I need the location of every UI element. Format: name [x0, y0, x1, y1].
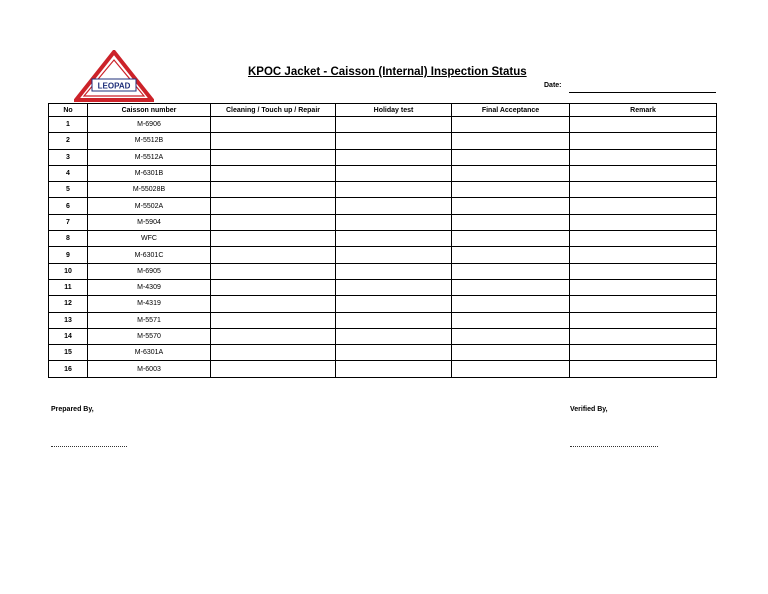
- table-header-row: [49, 104, 717, 117]
- cell-caisson-number: M-5904: [88, 214, 211, 230]
- cell-remark[interactable]: [570, 247, 717, 263]
- cell-holiday-test[interactable]: [336, 117, 452, 133]
- cell-cleaning[interactable]: [211, 279, 336, 295]
- cell-no: 10: [49, 263, 88, 279]
- cell-remark[interactable]: [570, 133, 717, 149]
- cell-cleaning[interactable]: [211, 198, 336, 214]
- cell-holiday-test[interactable]: [336, 231, 452, 247]
- cell-holiday-test[interactable]: [336, 328, 452, 344]
- cell-cleaning[interactable]: [211, 117, 336, 133]
- cell-holiday-test[interactable]: [336, 247, 452, 263]
- cell-caisson-number: M-5502A: [88, 198, 211, 214]
- cell-caisson-number: M-6301C: [88, 247, 211, 263]
- cell-remark[interactable]: [570, 279, 717, 295]
- cell-final-acceptance[interactable]: [452, 312, 570, 328]
- cell-cleaning[interactable]: [211, 133, 336, 149]
- cell-cleaning[interactable]: [211, 182, 336, 198]
- cell-caisson-number: M-5512B: [88, 133, 211, 149]
- cell-remark[interactable]: [570, 149, 717, 165]
- header-no: No: [49, 104, 88, 117]
- cell-remark[interactable]: [570, 165, 717, 181]
- cell-no: 4: [49, 165, 88, 181]
- cell-caisson-number: M-6003: [88, 361, 211, 377]
- cell-no: 11: [49, 279, 88, 295]
- table-row: [49, 182, 717, 198]
- cell-holiday-test[interactable]: [336, 182, 452, 198]
- cell-cleaning[interactable]: [211, 263, 336, 279]
- cell-cleaning[interactable]: [211, 312, 336, 328]
- cell-remark[interactable]: [570, 263, 717, 279]
- cell-caisson-number: M-6906: [88, 117, 211, 133]
- table-row: [49, 361, 717, 377]
- cell-final-acceptance[interactable]: [452, 214, 570, 230]
- cell-remark[interactable]: [570, 328, 717, 344]
- cell-holiday-test[interactable]: [336, 361, 452, 377]
- table-row: [49, 312, 717, 328]
- cell-remark[interactable]: [570, 231, 717, 247]
- cell-cleaning[interactable]: [211, 361, 336, 377]
- cell-holiday-test[interactable]: [336, 263, 452, 279]
- table-row: [49, 263, 717, 279]
- logo-text: LEOPAD: [97, 81, 131, 91]
- cell-final-acceptance[interactable]: [452, 182, 570, 198]
- cell-final-acceptance[interactable]: [452, 198, 570, 214]
- header-remark: Remark: [570, 104, 717, 117]
- cell-remark[interactable]: [570, 312, 717, 328]
- cell-remark[interactable]: [570, 296, 717, 312]
- cell-final-acceptance[interactable]: [452, 345, 570, 361]
- cell-no: 8: [49, 231, 88, 247]
- cell-remark[interactable]: [570, 361, 717, 377]
- cell-remark[interactable]: [570, 345, 717, 361]
- cell-no: 15: [49, 345, 88, 361]
- cell-cleaning[interactable]: [211, 231, 336, 247]
- cell-no: 7: [49, 214, 88, 230]
- cell-no: 5: [49, 182, 88, 198]
- cell-no: 16: [49, 361, 88, 377]
- cell-holiday-test[interactable]: [336, 165, 452, 181]
- cell-holiday-test[interactable]: [336, 296, 452, 312]
- cell-no: 3: [49, 149, 88, 165]
- cell-remark[interactable]: [570, 117, 717, 133]
- table-row: [49, 149, 717, 165]
- cell-caisson-number: WFC: [88, 231, 211, 247]
- cell-caisson-number: M-4319: [88, 296, 211, 312]
- cell-holiday-test[interactable]: [336, 149, 452, 165]
- cell-remark[interactable]: [570, 182, 717, 198]
- cell-caisson-number: M-55028B: [88, 182, 211, 198]
- cell-holiday-test[interactable]: [336, 279, 452, 295]
- cell-final-acceptance[interactable]: [452, 133, 570, 149]
- cell-cleaning[interactable]: [211, 165, 336, 181]
- table-row: [49, 231, 717, 247]
- cell-caisson-number: M-5570: [88, 328, 211, 344]
- table-row: [49, 296, 717, 312]
- cell-caisson-number: M-6905: [88, 263, 211, 279]
- table-row: [49, 117, 717, 133]
- cell-no: 6: [49, 198, 88, 214]
- cell-no: 13: [49, 312, 88, 328]
- page-title: KPOC Jacket - Caisson (Internal) Inspection Status: [248, 66, 527, 78]
- cell-cleaning[interactable]: [211, 214, 336, 230]
- leopad-logo: [74, 50, 154, 102]
- cell-remark[interactable]: [570, 198, 717, 214]
- verified-by-label: Verified By,: [570, 406, 608, 413]
- table-row: [49, 279, 717, 295]
- header-caisson-number: Caisson number: [88, 104, 211, 117]
- header-final-acceptance: Final Acceptance: [452, 104, 570, 117]
- cell-holiday-test[interactable]: [336, 214, 452, 230]
- cell-remark[interactable]: [570, 214, 717, 230]
- table-row: [49, 214, 717, 230]
- prepared-by-signature-line[interactable]: [51, 446, 127, 447]
- cell-final-acceptance[interactable]: [452, 117, 570, 133]
- table-row: [49, 133, 717, 149]
- prepared-by-label: Prepared By,: [51, 406, 94, 413]
- cell-final-acceptance[interactable]: [452, 263, 570, 279]
- verified-by-signature-line[interactable]: [570, 446, 658, 447]
- cell-final-acceptance[interactable]: [452, 247, 570, 263]
- cell-cleaning[interactable]: [211, 345, 336, 361]
- cell-caisson-number: M-6301A: [88, 345, 211, 361]
- cell-cleaning[interactable]: [211, 296, 336, 312]
- table-row: [49, 345, 717, 361]
- cell-cleaning[interactable]: [211, 149, 336, 165]
- cell-no: 2: [49, 133, 88, 149]
- cell-caisson-number: M-5571: [88, 312, 211, 328]
- cell-holiday-test[interactable]: [336, 312, 452, 328]
- header-holiday-test: Holiday test: [336, 104, 452, 117]
- cell-final-acceptance[interactable]: [452, 149, 570, 165]
- cell-holiday-test[interactable]: [336, 198, 452, 214]
- table-row: [49, 247, 717, 263]
- cell-caisson-number: M-5512A: [88, 149, 211, 165]
- cell-no: 1: [49, 117, 88, 133]
- cell-final-acceptance[interactable]: [452, 328, 570, 344]
- table-row: [49, 198, 717, 214]
- cell-holiday-test[interactable]: [336, 133, 452, 149]
- table-row: [49, 165, 717, 181]
- cell-final-acceptance[interactable]: [452, 361, 570, 377]
- cell-no: 14: [49, 328, 88, 344]
- cell-caisson-number: M-4309: [88, 279, 211, 295]
- cell-caisson-number: M-6301B: [88, 165, 211, 181]
- table-row: [49, 328, 717, 344]
- date-field[interactable]: [569, 92, 716, 93]
- cell-no: 9: [49, 247, 88, 263]
- cell-no: 12: [49, 296, 88, 312]
- cell-final-acceptance[interactable]: [452, 279, 570, 295]
- cell-holiday-test[interactable]: [336, 345, 452, 361]
- cell-final-acceptance[interactable]: [452, 165, 570, 181]
- cell-cleaning[interactable]: [211, 247, 336, 263]
- date-label: Date:: [544, 82, 562, 89]
- cell-final-acceptance[interactable]: [452, 296, 570, 312]
- cell-final-acceptance[interactable]: [452, 231, 570, 247]
- header-cleaning: Cleaning / Touch up / Repair: [211, 104, 336, 117]
- cell-cleaning[interactable]: [211, 328, 336, 344]
- inspection-table: [48, 103, 717, 378]
